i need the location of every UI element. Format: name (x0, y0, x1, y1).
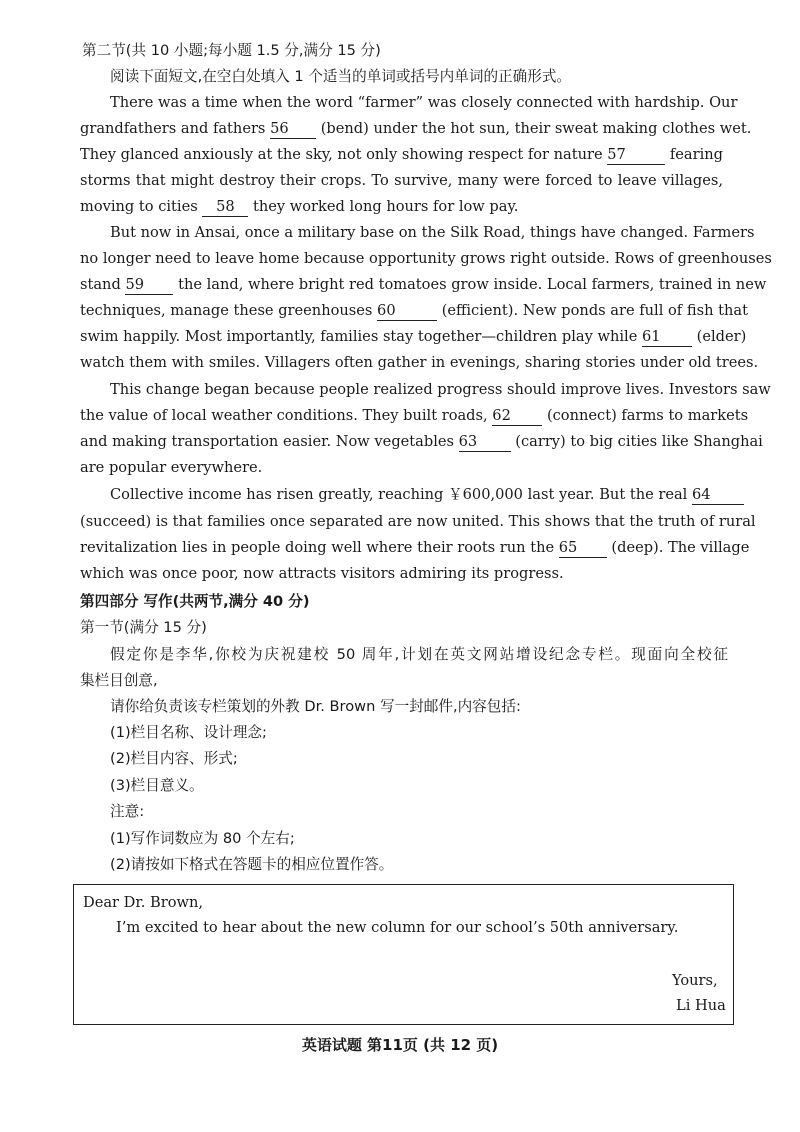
section1-title: 第一节(满分 15 分) (80, 619, 207, 636)
passage-line: But now in Ansai, once a military base on the Silk Road, things have changed. Farmers (110, 224, 755, 241)
letter-greeting: Dear Dr. Brown, (83, 894, 204, 911)
note-item: (1)写作词数应为 80 个左右; (110, 830, 295, 847)
writing-prompt: 请你给负责该专栏策划的外教 Dr. Brown 写一封邮件,内容包括: (110, 698, 521, 715)
passage-line: the value of local weather conditions. They built roads, 62 (connect) farms to markets (80, 407, 749, 424)
passage-line: watch them with smiles. Villagers often gather in evenings, sharing stories under old trees. (80, 354, 759, 371)
passage-line: techniques, manage these greenhouses 60 (efficient). New ponds are full of fish that (80, 302, 748, 319)
letter-closing: Yours, (672, 972, 718, 989)
blank-58: 58 (202, 198, 248, 217)
blank-59: 59 (125, 276, 173, 295)
passage-line: There was a time when the word “farmer” was closely connected with hardship. Our (110, 94, 738, 111)
passage-line: and making transportation easier. Now vegetables 63 (carry) to big cities like Shanghai (80, 433, 763, 450)
passage-line: swim happily. Most importantly, families stay together—children play while 61 (elder) (80, 328, 747, 345)
letter-opening: I’m excited to hear about the new column for our school’s 50th anniversary. (116, 919, 679, 936)
passage-line: no longer need to leave home because opportunity grows right outside. Rows of greenhouses (80, 250, 772, 267)
passage-line: This change began because people realized progress should improve lives. Investors saw (110, 381, 771, 398)
blank-63: 63 (459, 433, 511, 452)
blank-64: 64 (692, 486, 744, 505)
writing-prompt: 集栏目创意, (80, 672, 158, 689)
blank-56: 56 (270, 120, 316, 139)
content-item: (1)栏目名称、设计理念; (110, 724, 267, 741)
section2-title: 第二节(共 10 小题;每小题 1.5 分,满分 15 分) (82, 42, 381, 59)
blank-57: 57 (607, 146, 665, 165)
passage-line: moving to cities 58 they worked long hours for low pay. (80, 198, 519, 215)
blank-65: 65 (559, 539, 607, 558)
passage-line: which was once poor, now attracts visitors admiring its progress. (80, 565, 564, 582)
note-item: (2)请按如下格式在答题卡的相应位置作答。 (110, 856, 394, 873)
writing-prompt: 假定你是李华,你校为庆祝建校 50 周年,计划在英文网站增设纪念专栏。现面向全校征 (110, 646, 728, 663)
content-item: (2)栏目内容、形式; (110, 750, 238, 767)
section2-instruction: 阅读下面短文,在空白处填入 1 个适当的单词或括号内单词的正确形式。 (110, 68, 572, 85)
passage-line: Collective income has risen greatly, reaching ￥600,000 last year. But the real 64 (110, 485, 723, 505)
passage-line: They glanced anxiously at the sky, not only showing respect for nature 57 fearing (80, 146, 724, 163)
content-item: (3)栏目意义。 (110, 777, 204, 794)
blank-62: 62 (492, 407, 542, 426)
passage-line: stand 59 the land, where bright red tomatoes grow inside. Local farmers, trained in new (80, 276, 767, 293)
passage-line: (succeed) is that families once separated are now united. This shows that the truth of rural (80, 513, 756, 530)
passage-line: grandfathers and fathers 56 (bend) under the hot sun, their sweat making clothes wet. (80, 120, 752, 137)
passage-line: storms that might destroy their crops. To survive, many were forced to leave villages, (80, 172, 723, 189)
passage-line: are popular everywhere. (80, 459, 263, 476)
note-heading: 注意: (110, 803, 145, 820)
blank-61: 61 (642, 328, 692, 347)
passage-line: revitalization lies in people doing well where their roots run the 65 (deep). The village (80, 539, 750, 556)
page-footer: 英语试题 第11页 (共 12 页) (301, 1036, 499, 1054)
part4-title: 第四部分 写作(共两节,满分 40 分) (80, 593, 310, 610)
blank-60: 60 (377, 302, 437, 321)
letter-signature: Li Hua (676, 997, 726, 1014)
